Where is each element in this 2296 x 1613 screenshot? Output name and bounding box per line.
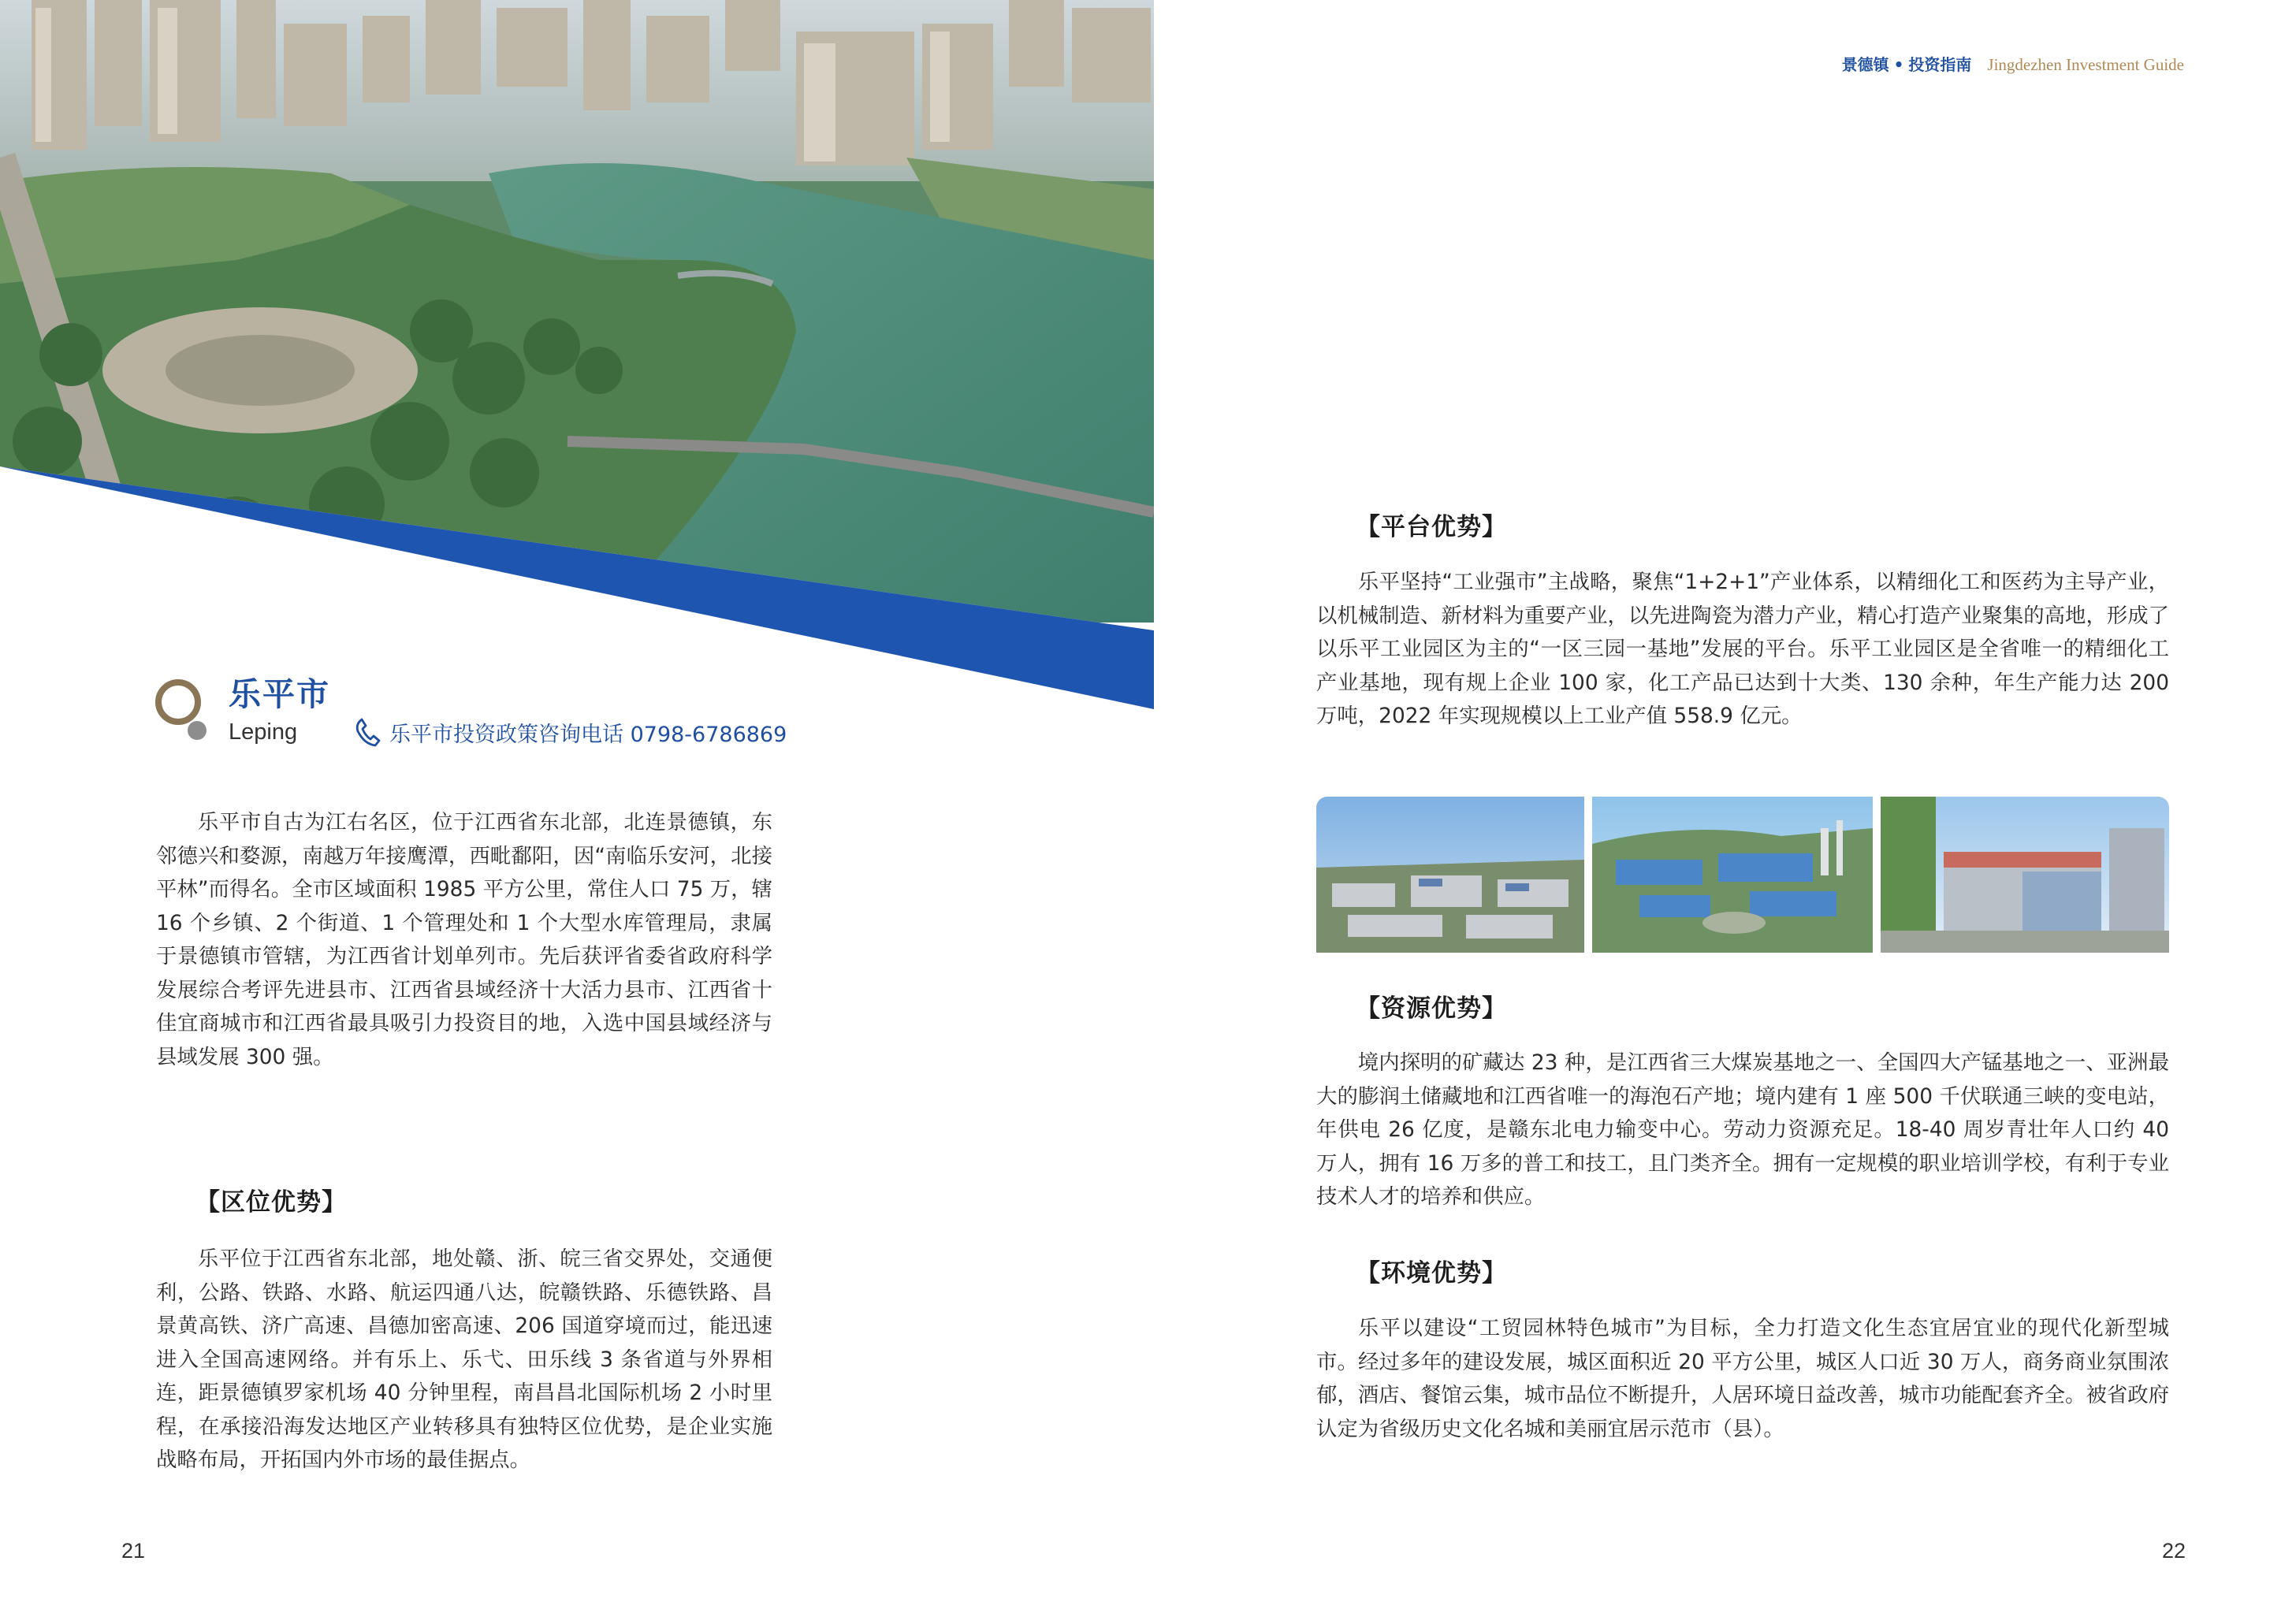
industrial-park-photo-1 bbox=[1316, 797, 1584, 953]
header-brand: 景德镇 bbox=[1841, 55, 1889, 74]
city-name-english: Leping bbox=[229, 719, 298, 745]
industrial-park-photo-2 bbox=[1592, 797, 1873, 953]
header-guide-en: Jingdezhen Investment Guide bbox=[1987, 55, 2184, 74]
investment-hotline: 乐平市投资政策咨询电话 0798-6786869 bbox=[389, 723, 787, 747]
section-title-resource: 【资源优势】 bbox=[1356, 994, 1507, 1023]
header-guide-cn: 投资指南 bbox=[1908, 55, 1972, 74]
blue-diagonal-band bbox=[0, 0, 1154, 713]
page-number-right: 22 bbox=[2162, 1539, 2186, 1563]
location-paragraph: 乐平位于江西省东北部，地处赣、浙、皖三省交界处，交通便利，公路、铁路、水路、航运四通八达，皖赣铁路、乐德铁路、昌景黄高铁、济广高速、昌德加密高速、206 国道穿境而过，能迅速进入全国高速网络。并有乐上、乐弋、田乐线 3 条省道与外界相连，距景德镇罗家机场 40 分钟里程，南昌昌北国际机场 2 小时里程，在承接沿海发达地区产业转移具有独特区位优势，是企业实施战略布局，开拓国内外市场的最佳据点。 bbox=[156, 1247, 772, 1472]
section-title-location: 【区位优势】 bbox=[195, 1188, 347, 1217]
section-title-platform: 【平台优势】 bbox=[1356, 513, 1507, 541]
header-separator: • bbox=[1893, 55, 1904, 74]
ring-decoration-icon bbox=[155, 679, 201, 725]
industrial-park-photo-3 bbox=[1881, 797, 2169, 953]
platform-paragraph: 乐平坚持“工业强市”主战略，聚焦“1+2+1”产业体系，以精细化工和医药为主导产业，以机械制造、新材料为重要产业，以先进陶瓷为潜力产业，精心打造产业聚集的高地，形成了以乐平工业园区为主的“一区三园一基地”发展的平台。乐平工业园区是全省唯一的精细化工产业基地，现有规上企业 100 家，化工产品已达到十大类、130 余种，年生产能力达 200 万吨，2022 年实现规模以上工业产值 558.9 亿元。 bbox=[1316, 570, 2170, 728]
resource-paragraph: 境内探明的矿藏达 23 种，是江西省三大煤炭基地之一、全国四大产锰基地之一、亚洲最大的膨润土储藏地和江西省唯一的海泡石产地；境内建有 1 座 500 千伏联通三峡的变电站，年供电 26 亿度，是赣东北电力输变中心。劳动力资源充足。18-40 周岁青壮年人口约 40 万人，拥有 16 万多的普工和技工，且门类齐全。拥有一定规模的职业培训学校，有利于专业技术人才的培养和供应。 bbox=[1316, 1050, 2169, 1209]
dot-decoration-icon bbox=[188, 721, 207, 740]
environment-paragraph: 乐平以建设“工贸园林特色城市”为目标，全力打造文化生态宜居宜业的现代化新型城市。经过多年的建设发展，城区面积近 20 平方公里，城区人口近 30 万人，商务商业氛围浓郁，酒店、餐馆云集，城市品位不断提升，人居环境日益改善，城市功能配套齐全。被省政府认定为省级历史文化名城和美丽宜居示范市（县）。 bbox=[1316, 1316, 2170, 1441]
intro-paragraph: 乐平市自古为江右名区，位于江西省东北部，北连景德镇，东邻德兴和婺源，南越万年接鹰潭，西毗鄱阳，因“南临乐安河，北接平林”而得名。全市区域面积 1985 平方公里，常住人口 75 万，辖 16 个乡镇、2 个街道、1 个管理处和 1 个大型水库管理局，隶属于景德镇市管辖，为江西省计划单列市。先后获评省委省政府科学发展综合考评先进县市、江西省县域经济十大活力县市、江西省十佳宜商城市和江西省最具吸引力投资目的地，入选中国县域经济与县域发展 300 强。 bbox=[156, 810, 772, 1069]
phone-icon bbox=[355, 717, 381, 747]
page-number-left: 21 bbox=[121, 1539, 146, 1563]
section-title-environment: 【环境优势】 bbox=[1356, 1259, 1507, 1288]
city-name: 乐平市 bbox=[229, 675, 330, 713]
running-header bbox=[1842, 52, 2184, 75]
